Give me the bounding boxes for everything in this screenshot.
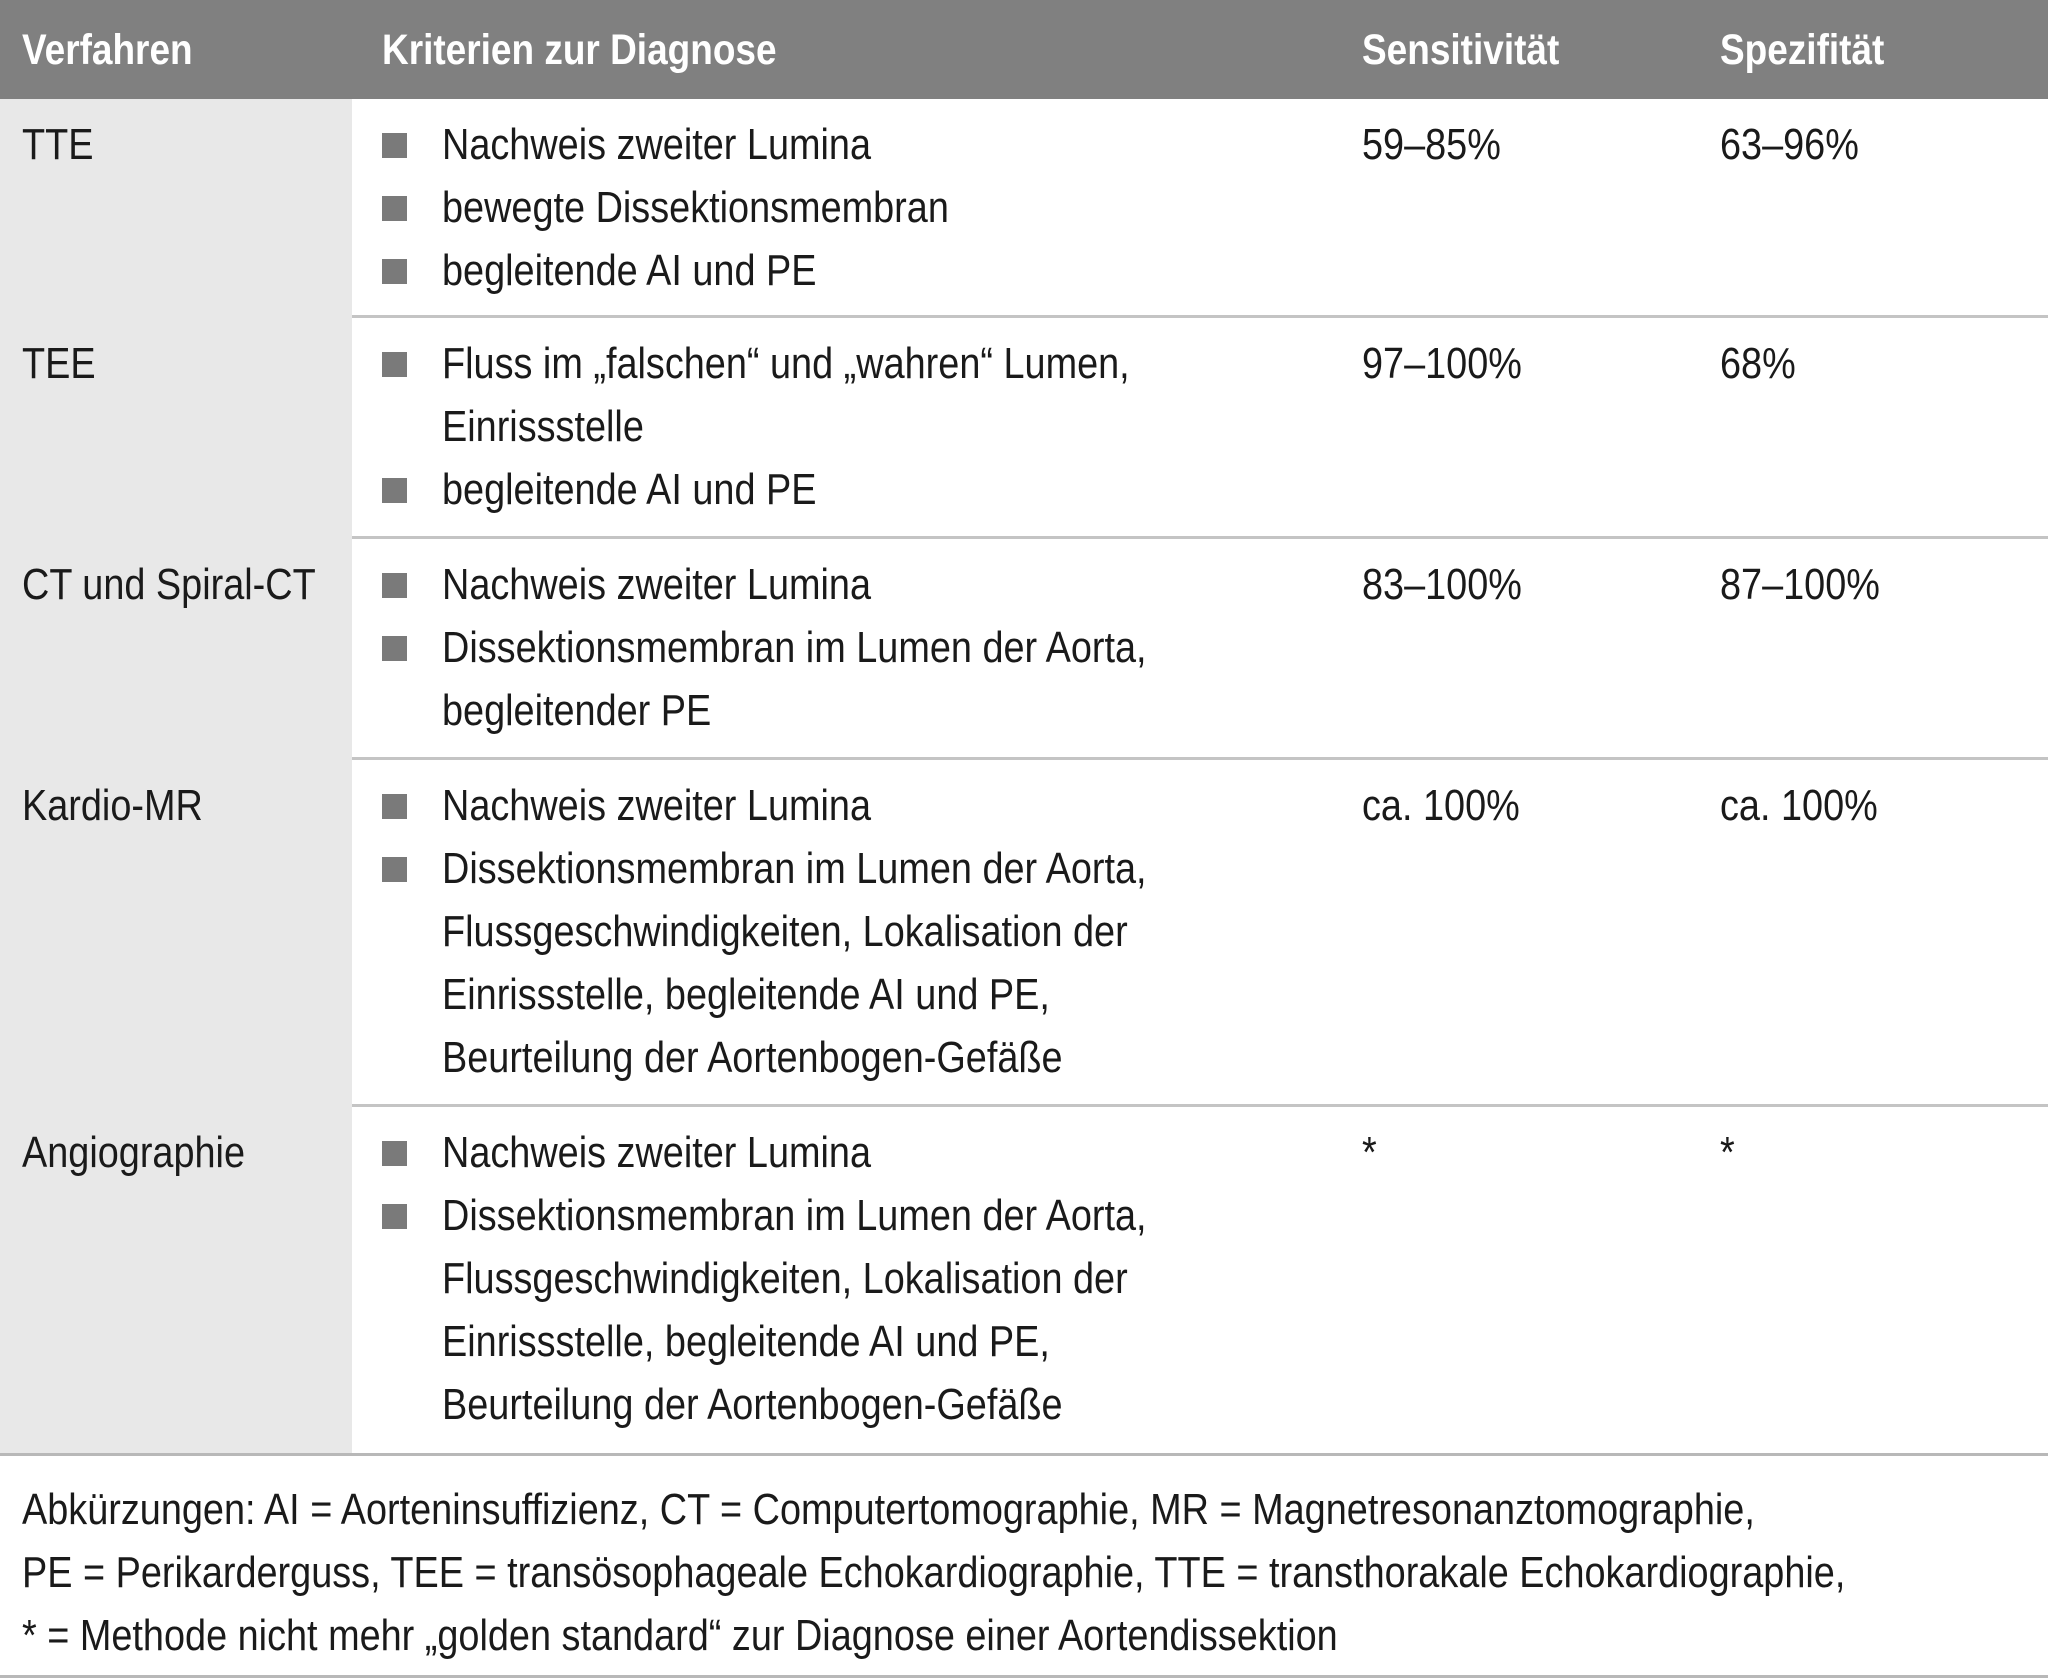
list-item: Dissektionsmembran im Lumen der Aorta, Flussgeschwindigkeiten, Lokalisation der Einrissstelle, begleitende AI und PE, Beurteilung der Aortenbogen-Gefäße [382,837,1342,1089]
bullet-square-icon [382,133,407,158]
bullet-square-icon [382,478,407,503]
cell-kriterien [382,774,1342,1089]
cell-verfahren: TTE [22,120,94,169]
table-row [0,318,2048,539]
cell-spezifitaet: 87–100% [1720,560,1880,609]
table-row [0,760,2048,1107]
list-item: begleitende AI und PE [382,458,1342,521]
header-kriterien: Kriterien zur Diagnose [382,26,777,74]
cell-spezifitaet: 63–96% [1720,120,1859,169]
cell-kriterien [382,113,1342,302]
list-item: Dissektionsmembran im Lumen der Aorta, Flussgeschwindigkeiten, Lokalisation der Einrissstelle, begleitende AI und PE, Beurteilung der Aortenbogen-Gefäße [382,1184,1342,1436]
bullet-square-icon [382,857,407,882]
cell-sensitivitaet: * [1362,1128,1377,1177]
cell-kriterien [382,1121,1342,1436]
cell-sensitivitaet: 59–85% [1362,120,1501,169]
bullet-square-icon [382,196,407,221]
cell-sensitivitaet: ca. 100% [1362,781,1520,830]
cell-sensitivitaet: 97–100% [1362,339,1522,388]
cell-spezifitaet: ca. 100% [1720,781,1878,830]
list-item: Nachweis zweiter Lumina [382,1121,1342,1184]
table-row [0,99,2048,318]
list-item: Nachweis zweiter Lumina [382,774,1342,837]
bullet-square-icon [382,636,407,661]
cell-spezifitaet: 68% [1720,339,1796,388]
abbreviations-text: Abkürzungen: AI = Aorteninsuffizienz, CT = Computertomographie, MR = Magnetresonanztomographie, PE = Perikarderguss, TEE = transösophageale Echokardiographie, TTE = transthorakale Echokardiographie, * = Methode nicht mehr „golden standard“ zur Diagnose einer Aortendissektion [22,1485,1846,1660]
table-footnote [0,1453,2048,1678]
table-row [0,1107,2048,1453]
bullet-square-icon [382,1141,407,1166]
header-spezifitaet: Spezifität [1720,26,1885,74]
header-sensitivitaet: Sensitivität [1362,26,1560,74]
table-row [0,539,2048,760]
cell-sensitivitaet: 83–100% [1362,560,1522,609]
list-item: Nachweis zweiter Lumina [382,113,1342,176]
table-header [0,0,2048,99]
list-item: Dissektionsmembran im Lumen der Aorta, begleitender PE [382,616,1342,742]
bullet-square-icon [382,352,407,377]
bullet-square-icon [382,794,407,819]
bullet-square-icon [382,1204,407,1229]
header-verfahren: Verfahren [22,26,193,74]
cell-spezifitaet: * [1720,1128,1735,1177]
bullet-square-icon [382,573,407,598]
list-item: begleitende AI und PE [382,239,1342,302]
cell-verfahren: Kardio-MR [22,781,203,830]
cell-kriterien [382,332,1342,521]
cell-verfahren: TEE [22,339,96,388]
list-item: Nachweis zweiter Lumina [382,553,1342,616]
cell-verfahren: Angiographie [22,1128,246,1177]
list-item: Fluss im „falschen“ und „wahren“ Lumen, Einrissstelle [382,332,1342,458]
cell-kriterien [382,553,1342,742]
list-item: bewegte Dissektionsmembran [382,176,1342,239]
cell-verfahren: CT und Spiral-CT [22,560,316,609]
bullet-square-icon [382,259,407,284]
